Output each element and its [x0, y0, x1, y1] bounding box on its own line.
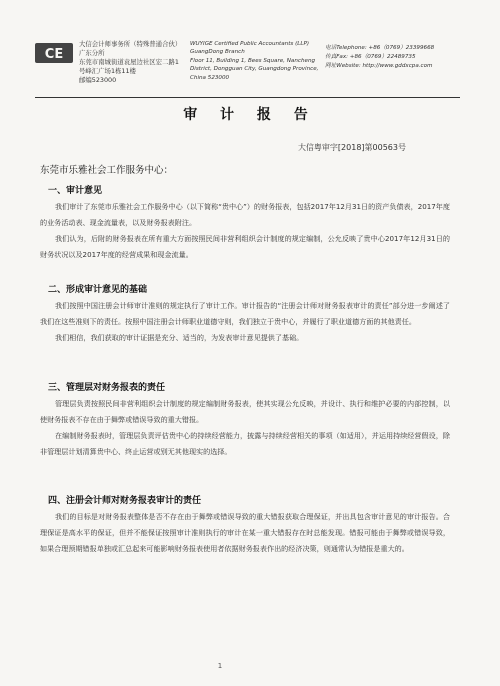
firm-address-cn: 东莞市南城街道袁屋边社区宏二路1号峰汇广场1栋11楼 [79, 58, 179, 75]
firm-logo [35, 40, 73, 66]
page-number: 1 [217, 662, 223, 670]
letterhead [35, 38, 465, 88]
firm-address-en: Floor 11, Building 1, Bees Square, Nancheng District, Dongguan City, Guangdong Province, China 523000 [190, 57, 319, 81]
svg-text:CE: CE [44, 47, 64, 62]
paragraph: 我们按照中国注册会计师审计准则的规定执行了审计工作。审计报告的“注册会计师对财务报表审计的责任”部分进一步阐述了我们在这些准则下的责任。按照中国注册会计师职业道德守则，我们独立于贵中心，并履行了职业道德方面的其他责任。 [40, 301, 450, 326]
fax: 传真Fax: +86（0769）22489735 [325, 53, 416, 60]
letterhead-divider [35, 97, 460, 98]
telephone: 电话Telephone: +86（0769）23399668 [325, 45, 435, 51]
section-heading: 三、管理层对财务报表的责任 [48, 383, 166, 393]
firm-contact [325, 44, 465, 70]
section-heading: 四、注册会计师对财务报表审计的责任 [48, 496, 202, 506]
paragraph: 我们相信，我们获取的审计证据是充分、适当的，为发表审计意见提供了基础。 [55, 333, 304, 342]
firm-info-cn [79, 40, 179, 85]
report-title: 审 计 报 告 [183, 107, 317, 123]
report-number: 大信粤审字[2018]第00563号 [297, 143, 406, 152]
firm-postcode-cn: 邮编523000 [79, 76, 117, 84]
paragraph: 我们审计了东莞市乐雅社会工作服务中心（以下简称“贵中心”）的财务报表，包括2017年12月31日的资产负债表，2017年度的业务活动表、现金流量表，以及财务报表附注。 [40, 202, 450, 227]
firm-name-cn: 大信会计师事务所（特殊普通合伙）广东分所 [79, 40, 179, 57]
section-auditor-responsibility [40, 493, 450, 557]
section-heading: 二、形成审计意见的基础 [48, 285, 148, 295]
section-management-responsibility [40, 380, 450, 460]
recipient: 东莞市乐雅社会工作服务中心： [40, 165, 174, 176]
firm-name-en: WUYIGE Certified Public Accountants (LLP) GuangDong Branch [190, 41, 310, 56]
section-audit-opinion [40, 183, 450, 263]
section-basis-for-opinion [40, 282, 450, 346]
paragraph: 在编制财务报表时，管理层负责评估贵中心的持续经营能力，披露与持续经营相关的事项（如适用），并运用持续经营假设，除非管理层计划清算贵中心、终止运营或别无其他现实的选择。 [40, 431, 450, 456]
section-heading: 一、审计意见 [48, 186, 103, 196]
paragraph: 管理层负责按照民间非营利组织会计制度的规定编制财务报表，使其实现公允反映，并设计、执行和维护必要的内部控制，以使财务报表不存在由于舞弊或错误导致的重大错报。 [40, 399, 450, 424]
paragraph: 我们的目标是对财务报表整体是否不存在由于舞弊或错误导致的重大错报获取合理保证，并出具包含审计意见的审计报告。合理保证是高水平的保证，但并不能保证按照审计准则执行的审计在某一重大错报存在时总能发现。错报可能由于舞弊或错误导致，如果合理预期错报单独或汇总起来可能影响财务报表使用者依据财务报表作出的经济决策，则通常认为错报是重大的。 [40, 512, 450, 553]
paragraph: 我们认为，后附的财务报表在所有重大方面按照民间非营利组织会计制度的规定编制，公允反映了贵中心2017年12月31日的财务状况以及2017年度的经营成果和现金流量。 [40, 234, 450, 259]
website: 网址Website: http://www.gddxcpa.com [325, 62, 433, 69]
firm-info-en [190, 40, 320, 82]
